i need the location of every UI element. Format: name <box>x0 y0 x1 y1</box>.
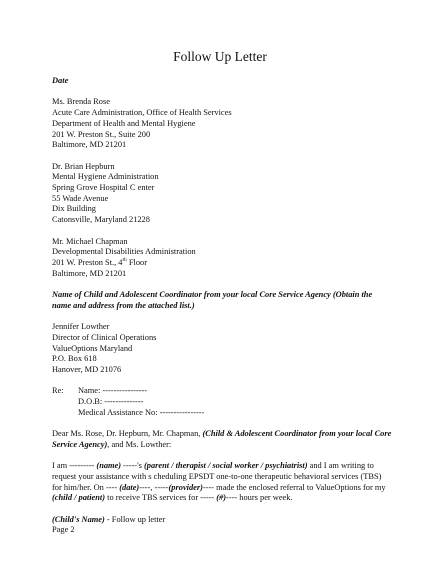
salutation-end: , and Ms. Lowther: <box>107 439 172 449</box>
re-block <box>52 386 392 418</box>
recipient-line: 55 Wade Avenue <box>52 193 109 203</box>
footer-header <box>52 515 392 526</box>
recipient-hepburn <box>52 162 392 226</box>
footer-followup: - Follow up letter <box>104 514 166 524</box>
cc-line: ValueOptions Maryland <box>52 343 133 353</box>
recipient-line: Catonsville, Maryland 21228 <box>52 215 150 225</box>
page-title: Follow Up Letter <box>173 49 267 64</box>
body-paragraph <box>52 461 392 504</box>
cc-recipient <box>52 322 392 376</box>
street-text: 201 W. Preston St., 4 <box>52 257 123 267</box>
body-placeholder-hours: (#) <box>216 493 227 503</box>
recipient-line: Dr. Brian Hepburn <box>52 161 115 171</box>
recipient-rose <box>52 97 392 151</box>
recipient-line: Developmental Disabilities Administration <box>52 247 196 257</box>
body-text: ----, ----- <box>139 482 169 492</box>
re-dob-line: D.O.B: -------------- <box>78 397 144 406</box>
recipient-line: Mental Hygiene Administration <box>52 172 159 182</box>
recipient-chapman <box>52 237 392 280</box>
recipient-line: Spring Grove Hospital C enter <box>52 183 155 192</box>
recipient-line: Baltimore, MD 21201 <box>52 268 127 278</box>
body-placeholder-child: (child / patient) <box>52 493 106 503</box>
cc-line: Hanover, MD 21076 <box>52 364 122 374</box>
body-text: and I am writing to request your assistance with s cheduling EPSDT one-to-one therapeutic behavioral services (TBS) for him/her. On ---- <box>52 461 382 492</box>
body-placeholder-provider: (provider) <box>168 482 203 492</box>
footer-child-name: (Child's Name) <box>52 514 105 524</box>
recipient-line: Acute Care Administration, Office of Health Services <box>52 108 232 118</box>
letter-body <box>52 76 392 536</box>
re-ma-line: Medical Assistance No: ---------------- <box>78 407 205 417</box>
salutation <box>52 429 392 450</box>
recipient-street <box>52 258 392 269</box>
recipient-line: Department of Health and Mental Hygiene <box>52 118 196 128</box>
street-floor: Floor <box>126 257 148 267</box>
body-placeholder-role: (parent / therapist / social worker / psychiatrist) <box>143 461 308 471</box>
recipient-line: Mr. Michael Chapman <box>52 236 128 246</box>
coordinator-note: Name of Child and Adolescent Coordinator from your local Core Service Agency (Obtain the name and address from the attached list.) <box>52 290 373 310</box>
date-label: Date <box>52 76 69 85</box>
body-text: I am --------- <box>52 461 97 471</box>
recipient-line: 201 W. Preston St., Suite 200 <box>52 129 151 139</box>
cc-line: P.O. Box 618 <box>52 354 97 364</box>
cc-line: Director of Clinical Operations <box>52 332 157 342</box>
footer-page-number: Page 2 <box>52 525 75 535</box>
salutation-coordinator: (Child & Adolescent Coordinator from your local Core Service Agency) <box>52 429 392 449</box>
body-text: ---- hours per week. <box>226 493 293 503</box>
body-placeholder-date: (date) <box>119 482 140 492</box>
recipient-line: Dix Building <box>52 204 96 214</box>
body-placeholder-name: (name) <box>96 461 122 471</box>
body-text: ---- made the enclosed referral to ValueOptions for my <box>202 482 386 492</box>
salutation-text: Dear Ms. Rose, Dr. Hepburn, Mr. Chapman, <box>52 429 203 439</box>
recipient-line: Ms. Brenda Rose <box>52 97 110 107</box>
recipient-line: Baltimore, MD 21201 <box>52 140 127 150</box>
cc-line: Jennifer Lowther <box>52 322 110 332</box>
body-text: -----'s <box>121 461 144 471</box>
re-label: Re: <box>52 386 64 396</box>
body-text: to receive TBS services for ----- <box>105 493 217 503</box>
street-ordinal: th <box>122 257 127 264</box>
re-name-line: Name: ---------------- <box>78 386 148 396</box>
